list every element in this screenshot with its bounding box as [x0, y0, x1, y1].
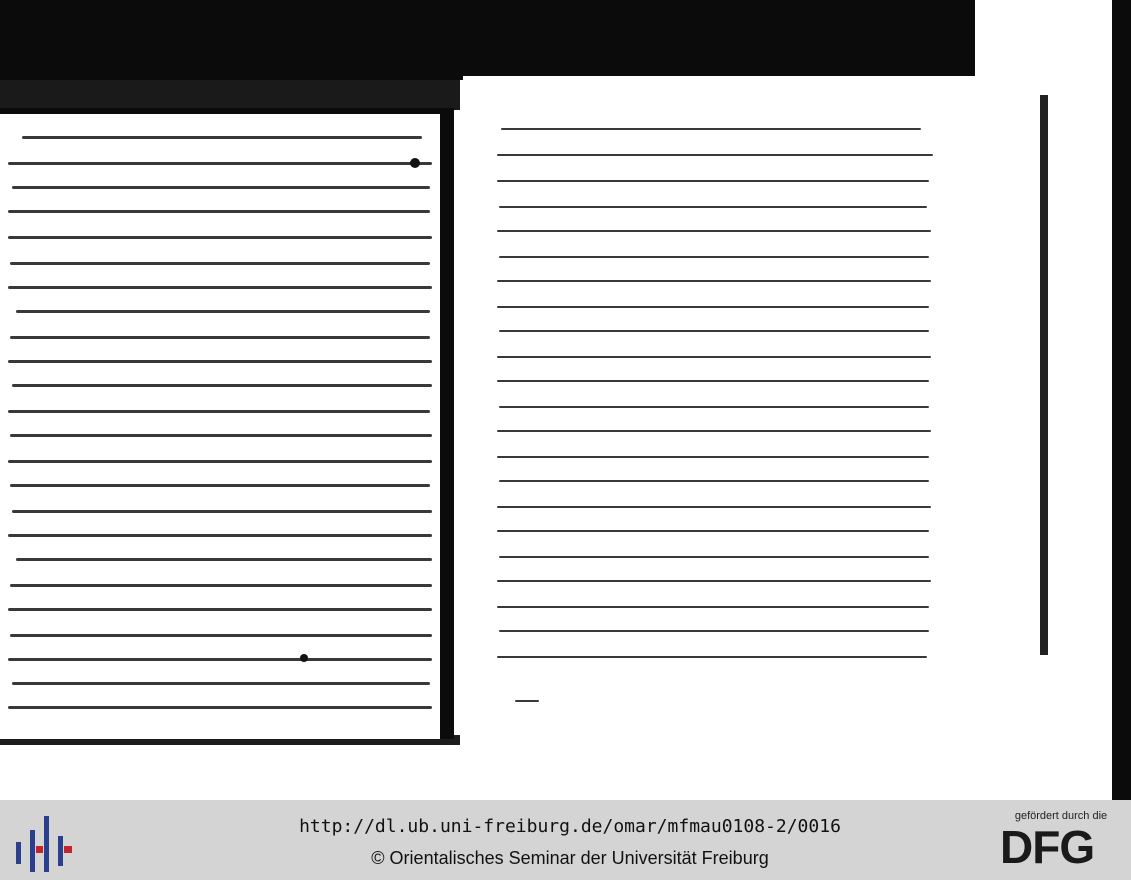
script-line: [10, 336, 430, 339]
script-line: [10, 634, 432, 637]
script-line: [499, 406, 929, 408]
script-line: [499, 330, 929, 332]
script-line: [499, 556, 929, 558]
script-line: [22, 136, 422, 139]
document-url[interactable]: http://dl.ub.uni-freiburg.de/omar/mfmau0108-2/0016: [299, 816, 841, 837]
scan-right-dark-edge: [1112, 0, 1131, 800]
script-line: [497, 154, 933, 156]
dfg-logo: DFG: [1000, 821, 1095, 873]
ink-blot: [300, 654, 308, 662]
script-line: [499, 630, 929, 632]
script-line: [497, 456, 929, 458]
script-line: [515, 700, 539, 702]
script-line: [8, 236, 432, 239]
script-line: [499, 480, 929, 482]
script-line: [497, 230, 931, 232]
scan-top-dark-band: [0, 0, 975, 80]
script-line: [10, 262, 430, 265]
script-line: [8, 286, 432, 289]
script-line: [497, 656, 927, 658]
script-line: [499, 256, 929, 258]
script-line: [497, 580, 931, 582]
script-line: [12, 186, 430, 189]
script-line: [497, 356, 931, 358]
funder-caption: gefördert durch die: [1014, 810, 1108, 822]
script-line: [501, 128, 921, 130]
script-line: [497, 180, 929, 182]
script-line: [16, 310, 430, 313]
script-line: [497, 606, 929, 608]
script-line: [8, 706, 432, 709]
scan-right-fold: [1040, 95, 1048, 655]
script-line: [497, 506, 931, 508]
script-line: [16, 558, 432, 561]
script-line: [8, 534, 432, 537]
left-manuscript-page: [0, 108, 454, 739]
script-line: [10, 434, 432, 437]
scan-left-dark-edge: [0, 80, 460, 110]
right-manuscript-page: [463, 76, 1023, 738]
script-line: [8, 210, 430, 213]
script-line: [497, 530, 929, 532]
script-line: [8, 658, 432, 661]
script-line: [497, 280, 931, 282]
script-line: [497, 380, 929, 382]
script-line: [499, 206, 927, 208]
script-line: [10, 584, 432, 587]
script-line: [12, 510, 432, 513]
ink-blot: [410, 158, 420, 168]
script-line: [8, 162, 432, 165]
script-line: [497, 306, 929, 308]
script-line: [10, 484, 430, 487]
freiburg-bars-logo-icon: [16, 816, 76, 872]
script-line: [8, 608, 432, 611]
script-line: [12, 682, 430, 685]
copyright-notice: © Orientalisches Seminar der Universität Freiburg: [371, 848, 769, 868]
script-line: [497, 430, 931, 432]
script-line: [8, 410, 430, 413]
script-line: [8, 460, 432, 463]
script-line: [12, 384, 432, 387]
script-line: [8, 360, 432, 363]
